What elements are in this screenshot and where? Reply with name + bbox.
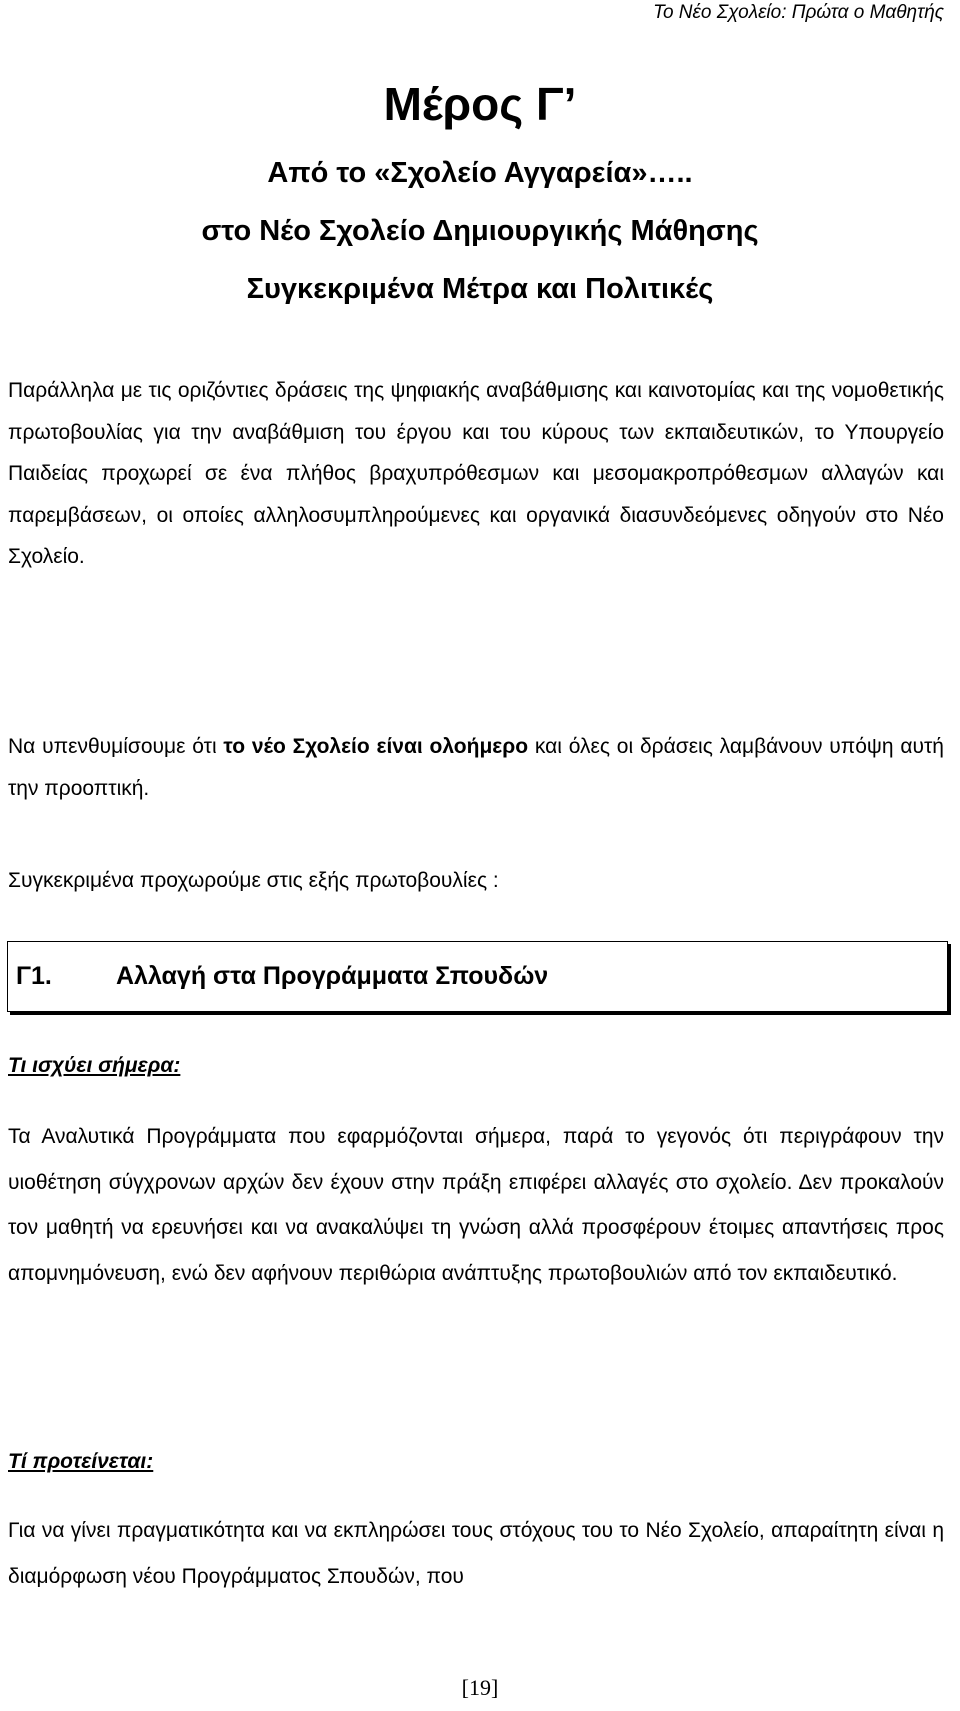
part-title: Μέρος Γ’ bbox=[383, 78, 577, 130]
running-header: Το Νέο Σχολείο: Πρώτα ο Μαθητής bbox=[653, 2, 944, 23]
proposal-paragraph: Για να γίνει πραγματικότητα και να εκπληρώσει τους στόχους του το Νέο Σχολείο, απαραίτητη είναι η διαμόρφωση νέου Προγράμματος Σπουδών, που bbox=[8, 1519, 944, 1588]
current-state-heading: Τι ισχύει σήμερα: bbox=[8, 1054, 181, 1077]
reminder-text-end: και όλες οι δράσεις λαμβάνουν υπόψη αυτή την προοπτική. bbox=[8, 735, 944, 800]
intro-paragraph: Παράλληλα με τις οριζόντιες δράσεις της ψηφιακής αναβάθμισης και καινοτομίας και της νομοθετικής πρωτοβουλίας για την αναβάθμιση του έργου και του κύρους των εκπαιδευτικών, το Υπουργείο Παιδείας προχωρεί σε ένα πλήθος βραχυπρόθεσμων και μεσομακροπρόθεσμων αλλαγών και παρεμβάσεων, οι οποίες αλληλοσυμπληρούμενες και οργανικά διασυνδεόμενες οδηγούν στο Νέο Σχολείο. bbox=[8, 379, 944, 568]
reminder-paragraph bbox=[8, 726, 944, 809]
title-line-2: στο Νέο Σχολείο Δημιουργικής Μάθησης bbox=[201, 215, 759, 247]
reminder-emphasis: το νέο Σχολείο είναι ολοήμερο bbox=[223, 735, 529, 758]
title-block bbox=[0, 157, 960, 331]
proposal-heading: Τί προτείνεται: bbox=[8, 1450, 154, 1473]
title-line-3: Συγκεκριμένα Μέτρα και Πολιτικές bbox=[246, 273, 714, 305]
section-heading-box bbox=[7, 941, 948, 1012]
current-state-paragraph: Τα Αναλυτικά Προγράμματα που εφαρμόζονται σήμερα, παρά το γεγονός ότι περιγράφουν την υιοθέτηση σύγχρονων αρχών δεν έχουν στην πράξη επιφέρει αλλαγές στο σχολείο. Δεν προκαλούν τον μαθητή να ερευνήσει και να ανακαλύψει τη γνώση αλλά προσφέρουν έτοιμες απαντήσεις προς απομνημόνευση, ενώ δεν αφήνουν περιθώρια ανάπτυξης πρωτοβουλιών από τον εκπαιδευτικό. bbox=[8, 1125, 944, 1285]
title-line-1: Από το «Σχολείο Αγγαρεία»….. bbox=[267, 157, 693, 189]
initiatives-line: Συγκεκριμένα προχωρούμε στις εξής πρωτοβουλίες : bbox=[8, 869, 499, 892]
page-number: [19] bbox=[461, 1675, 499, 1700]
reminder-text-start: Να υπενθυμίσουμε ότι bbox=[8, 735, 224, 758]
section-number: Γ1. bbox=[16, 962, 52, 990]
section-title: Αλλαγή στα Προγράμματα Σπουδών bbox=[116, 962, 549, 990]
